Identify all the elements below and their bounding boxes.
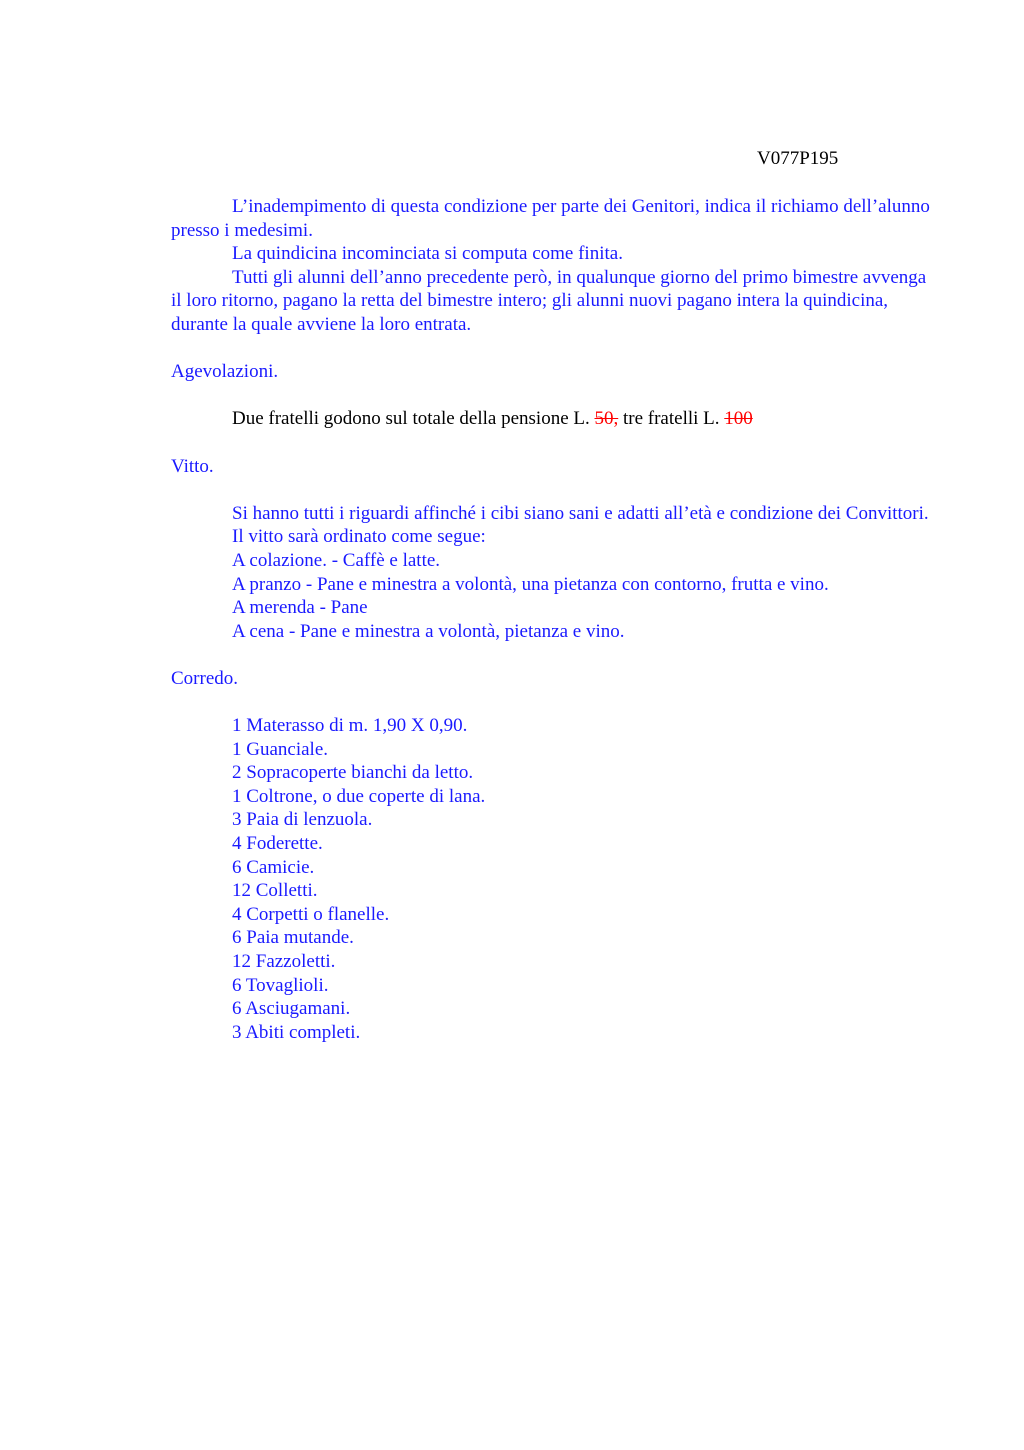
- intro-paragraph-1: L’inadempimento di questa condizione per parte dei Genitori, indica il richiamo dell’alunno presso i medesimi.: [171, 196, 930, 241]
- corredo-heading: Corredo.: [171, 667, 239, 689]
- vitto-line: A pranzo - Pane e minestra a volontà, una pietanza con contorno, frutta e vino.: [232, 573, 829, 595]
- vitto-heading: Vitto.: [171, 455, 214, 477]
- agevolazioni-text: [171, 407, 931, 431]
- corredo-item: 1 Materasso di m. 1,90 X 0,90.: [232, 715, 468, 737]
- corredo-item: 6 Paia mutande.: [232, 927, 354, 949]
- corredo-item: 4 Foderette.: [232, 833, 323, 855]
- vitto-line: A cena - Pane e minestra a volontà, pietanza e vino.: [232, 620, 625, 642]
- spacer: [171, 431, 931, 455]
- spacer: [171, 690, 931, 714]
- page-code: V077P195: [757, 148, 839, 169]
- agevolazioni-text-before: Due fratelli godono sul totale della pensione L.: [232, 408, 595, 430]
- corredo-item: 1 Coltrone, o due coperte di lana.: [232, 785, 486, 807]
- corredo-item: 3 Paia di lenzuola.: [232, 809, 373, 831]
- corredo-item: 6 Asciugamani.: [232, 998, 351, 1020]
- spacer: [171, 643, 931, 667]
- corredo-item: 12 Colletti.: [232, 880, 318, 902]
- struck-value-1: 50,: [594, 408, 619, 430]
- corredo-list: [171, 714, 931, 1044]
- corredo-item: 1 Guanciale.: [232, 738, 329, 760]
- spacer: [171, 337, 931, 361]
- corredo-item: 6 Camicie.: [232, 856, 315, 878]
- vitto-paragraph: Si hanno tutti i riguardi affinché i cibi siano sani e adatti all’età e condizione dei Convittori.: [232, 502, 929, 524]
- spacer: [171, 384, 931, 408]
- vitto-line: A merenda - Pane: [232, 597, 368, 619]
- corredo-item: 6 Tovaglioli.: [232, 974, 329, 996]
- agevolazioni-text-middle: tre fratelli L.: [618, 408, 725, 430]
- corredo-item: 4 Corpetti o flanelle.: [232, 903, 390, 925]
- vitto-line: A colazione. - Caffè e latte.: [232, 549, 441, 571]
- intro-paragraph-2: La quindicina incominciata si computa come finita.: [232, 243, 623, 265]
- spacer: [171, 478, 931, 502]
- corredo-item: 12 Fazzoletti.: [232, 951, 336, 972]
- document-body: [171, 195, 931, 1044]
- corredo-item: 3 Abiti completi.: [232, 1021, 361, 1043]
- struck-value-2: 100: [724, 408, 753, 430]
- corredo-item: 2 Sopracoperte bianchi da letto.: [232, 762, 474, 784]
- agevolazioni-heading: Agevolazioni.: [171, 361, 279, 383]
- vitto-line: Il vitto sarà ordinato come segue:: [232, 526, 486, 548]
- intro-paragraph-3: Tutti gli alunni dell’anno precedente però, in qualunque giorno del primo bimestre avvenga il loro ritorno, pagano la retta del bimestre intero; gli alunni nuovi pagano intera la quindicina, durante la quale avviene la loro entrata.: [171, 266, 927, 335]
